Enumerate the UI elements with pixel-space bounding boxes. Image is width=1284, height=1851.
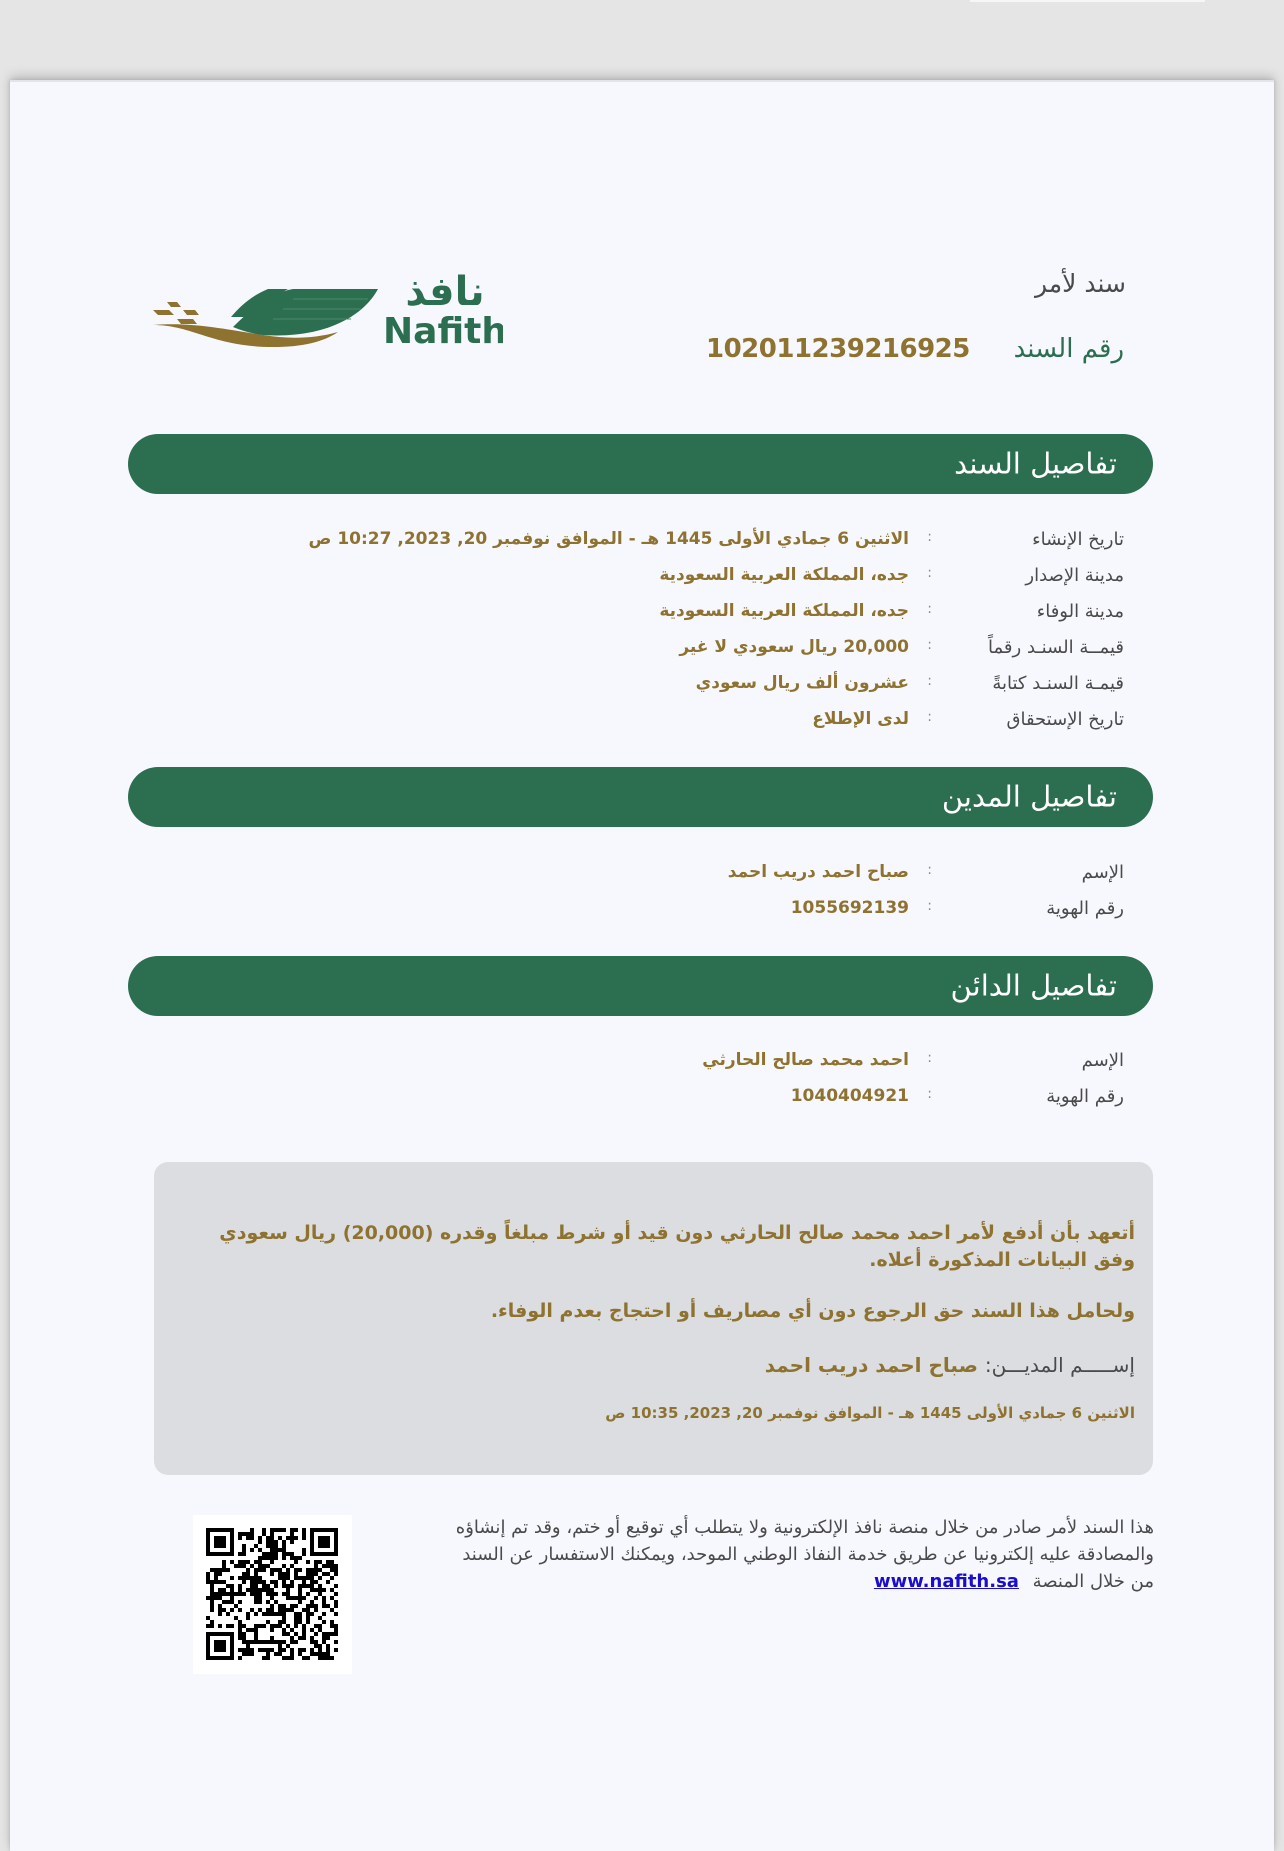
row-separator: : xyxy=(927,898,932,914)
detail-row-creation-date xyxy=(308,529,1124,559)
row-separator: : xyxy=(927,862,932,878)
qr-code-icon xyxy=(193,1515,352,1674)
section-title-creditor: تفاصيل الدائن xyxy=(950,968,1117,1003)
pledge-box xyxy=(154,1162,1153,1475)
document-page xyxy=(10,80,1274,1851)
row-label: تاريخ الإنشاء xyxy=(1032,529,1124,550)
row-value: 20,000 ريال سعودي لا غير xyxy=(679,637,909,657)
section-header-bond xyxy=(128,434,1153,494)
row-label: الإسم xyxy=(1081,862,1124,883)
row-value: احمد محمد صالح الحارثي xyxy=(702,1050,909,1070)
row-label: قيمــة السنـد رقماً xyxy=(988,637,1124,658)
section-header-debtor xyxy=(128,767,1153,827)
row-label: قيمـة السنـد كتابةً xyxy=(992,673,1124,694)
pledge-debtor-name-label: إســـــم المديـــن: xyxy=(984,1353,1135,1377)
detail-row-issue-city xyxy=(374,565,1124,595)
nafith-logo xyxy=(153,247,503,347)
row-separator: : xyxy=(927,637,932,653)
row-value: جده، المملكة العربية السعودية xyxy=(659,601,909,621)
sanad-number-value: 102011239216925 xyxy=(706,334,970,364)
top-strip xyxy=(970,0,1205,2)
row-value: صباح احمد دريب احمد xyxy=(727,862,909,882)
row-separator: : xyxy=(927,601,932,617)
nafith-website-link[interactable]: www.nafith.sa xyxy=(873,1571,1019,1592)
section-title-debtor: تفاصيل المدين xyxy=(941,779,1117,814)
row-separator: : xyxy=(927,709,932,725)
creditor-row-name xyxy=(374,1050,1124,1080)
row-value: عشرون ألف ريال سعودي xyxy=(695,673,909,693)
detail-row-due-date xyxy=(374,709,1124,739)
logo-latin: Nafith xyxy=(383,311,503,347)
debtor-row-name xyxy=(374,862,1124,892)
row-separator: : xyxy=(927,565,932,581)
row-separator: : xyxy=(927,529,932,545)
logo-arabic: نافذ xyxy=(405,269,485,315)
pledge-debtor-name-value: صباح احمد دريب احمد xyxy=(764,1353,978,1377)
detail-row-payment-city xyxy=(374,601,1124,631)
row-value: 1040404921 xyxy=(790,1086,909,1106)
detail-row-amount-words xyxy=(374,673,1124,703)
row-value: لدى الإطلاع xyxy=(812,709,909,729)
row-separator: : xyxy=(927,1086,932,1102)
row-label: رقم الهوية xyxy=(1046,1086,1124,1107)
sanad-number-label: رقم السند xyxy=(1013,334,1124,364)
row-label: رقم الهوية xyxy=(1046,898,1124,919)
footer-notice-text: هذا السند لأمر صادر من خلال منصة نافذ الإلكترونية ولا يتطلب أي توقيع أو ختم، وقد تم إنشاؤه والمصادقة عليه إلكترونيا عن طريق خدمة النفاذ الوطني الموحد، ويمكنك الاستفسار عن السند من خلال المنصة xyxy=(455,1517,1154,1592)
pledge-signed-date: الاثنين 6 جمادي الأولى 1445 هـ - الموافق نوفمبر 20, 2023, 10:35 ص xyxy=(605,1404,1135,1422)
detail-row-amount-numeric xyxy=(374,637,1124,667)
row-label: تاريخ الإستحقاق xyxy=(1006,709,1124,730)
qr-code-graphic xyxy=(193,1515,352,1674)
section-header-creditor xyxy=(128,956,1153,1016)
row-label: الإسم xyxy=(1081,1050,1124,1071)
row-label: مدينة الوفاء xyxy=(1036,601,1124,622)
row-value: جده، المملكة العربية السعودية xyxy=(659,565,909,585)
document-type-title: سند لأمر xyxy=(1034,269,1126,298)
creditor-row-id xyxy=(374,1086,1124,1116)
row-value: الاثنين 6 جمادي الأولى 1445 هـ - الموافق نوفمبر 20, 2023, 10:27 ص xyxy=(308,529,909,549)
row-label: مدينة الإصدار xyxy=(1025,565,1124,586)
pledge-paragraph-2: ولحامل هذا السند حق الرجوع دون أي مصاريف أو احتجاج بعدم الوفاء. xyxy=(490,1300,1135,1322)
debtor-row-id xyxy=(374,898,1124,928)
footer-notice xyxy=(444,1514,1154,1595)
section-title-bond: تفاصيل السند xyxy=(954,446,1117,481)
pledge-debtor-name xyxy=(172,1352,1135,1379)
row-value: 1055692139 xyxy=(790,898,909,918)
nafith-logo-mark-icon xyxy=(153,247,503,347)
row-separator: : xyxy=(927,673,932,689)
pledge-paragraph-1: أتعهد بأن أدفع لأمر احمد محمد صالح الحارثي دون قيد أو شرط مبلغاً وقدره (20,000) ريال سعودي وفق البيانات المذكورة أعلاه. xyxy=(219,1222,1135,1271)
row-separator: : xyxy=(927,1050,932,1066)
